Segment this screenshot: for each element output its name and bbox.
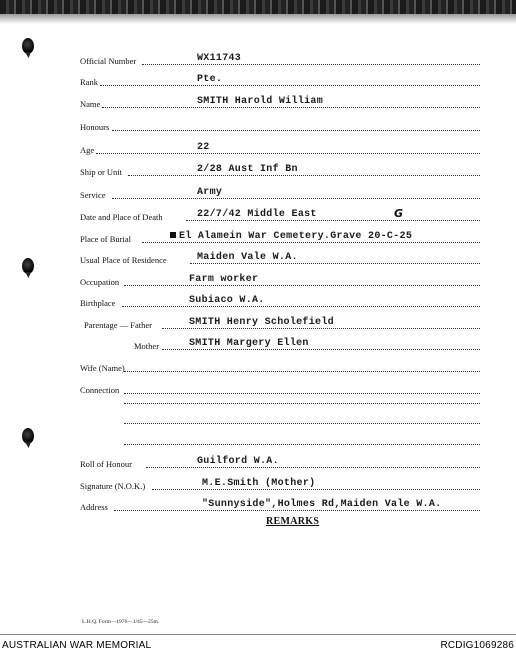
remarks-heading: REMARKS <box>266 516 320 527</box>
father-row <box>0 311 516 331</box>
punch-hole-bottom <box>22 428 34 444</box>
age-label: Age <box>80 145 95 155</box>
rank-row <box>0 68 516 88</box>
rank-value: Pte. <box>197 74 223 85</box>
service-label: Service <box>80 190 106 200</box>
service-row <box>0 181 516 201</box>
birthplace-label: Birthplace <box>80 298 116 308</box>
residence-value: Maiden Vale W.A. <box>197 252 298 263</box>
age-line <box>96 153 480 154</box>
burial-line <box>142 242 480 243</box>
connection-line-2 <box>124 403 480 404</box>
burial-row <box>0 225 516 245</box>
residence-row <box>0 246 516 266</box>
death-line <box>186 220 480 221</box>
connection-line-3 <box>124 423 480 424</box>
rank-label: Rank <box>80 77 98 87</box>
unit-row <box>0 158 516 178</box>
address-label: Address <box>80 502 108 512</box>
father-label: Parentage — Father <box>84 320 152 330</box>
footer-record-id: RCDIG1069286 <box>440 640 514 651</box>
roll-of-honour-value: Guilford W.A. <box>197 456 279 467</box>
birthplace-row <box>0 289 516 309</box>
signature-row <box>0 472 516 492</box>
address-line <box>114 510 480 511</box>
connection-row <box>0 376 516 396</box>
burial-value <box>170 231 412 242</box>
official-number-value: WX11743 <box>197 53 242 64</box>
service-value: Army <box>197 187 223 198</box>
father-line <box>162 328 480 329</box>
mother-label: Mother <box>134 341 160 351</box>
roll-of-honour-line <box>146 467 480 468</box>
residence-line <box>190 263 480 264</box>
death-value: 22/7/42 Middle East <box>197 209 317 220</box>
burial-label: Place of Burial <box>80 234 131 244</box>
ink-blot <box>170 232 176 238</box>
roll-of-honour-label: Roll of Honour <box>80 459 132 469</box>
father-value: SMITH Henry Scholefield <box>189 317 334 328</box>
name-line <box>102 107 480 108</box>
roll-of-honour-row <box>0 450 516 470</box>
address-value: "Sunnyside",Holmes Rd,Maiden Vale W.A. <box>202 499 442 510</box>
age-value: 22 <box>197 142 210 153</box>
birthplace-value: Subiaco W.A. <box>189 295 265 306</box>
scan-top-shadow <box>0 14 516 24</box>
address-row <box>0 493 516 513</box>
service-line <box>112 198 480 199</box>
name-row <box>0 90 516 110</box>
mother-row <box>0 332 516 352</box>
wife-label: Wife (Name) <box>80 363 125 373</box>
unit-label: Ship or Unit <box>80 167 123 177</box>
age-row <box>0 136 516 156</box>
honours-label: Honours <box>80 122 110 132</box>
burial-text: El Alamein War Cemetery.Grave 20-C-25 <box>179 231 413 242</box>
unit-line <box>128 175 480 176</box>
wife-line <box>124 371 480 372</box>
connection-line <box>124 393 480 394</box>
rank-line <box>100 85 480 86</box>
name-label: Name <box>80 99 101 109</box>
death-label: Date and Place of Death <box>80 212 163 222</box>
mother-line <box>162 349 480 350</box>
unit-value: 2/28 Aust Inf Bn <box>197 164 298 175</box>
residence-label: Usual Place of Residence <box>80 255 167 265</box>
wife-row <box>0 354 516 374</box>
official-number-label: Official Number <box>80 56 137 66</box>
connection-label: Connection <box>80 385 120 395</box>
signature-value: M.E.Smith (Mother) <box>202 478 316 489</box>
signature-label: Signature (N.O.K.) <box>80 481 146 491</box>
form-code: L.H.Q. Form—1976—1/45—25m. <box>82 619 160 625</box>
mother-value: SMITH Margery Ellen <box>189 338 309 349</box>
occupation-line <box>124 285 480 286</box>
honours-row <box>0 113 516 133</box>
footer-institution: AUSTRALIAN WAR MEMORIAL <box>2 640 152 651</box>
occupation-row <box>0 268 516 288</box>
signature-line <box>152 489 480 490</box>
honours-line <box>112 130 480 131</box>
official-number-row <box>0 47 516 67</box>
official-number-line <box>142 64 480 65</box>
scan-top-edge <box>0 0 516 14</box>
occupation-label: Occupation <box>80 277 120 287</box>
death-row <box>0 203 516 223</box>
name-value: SMITH Harold William <box>197 96 324 107</box>
burial-correction: G <box>394 207 404 220</box>
connection-line-4 <box>124 444 480 445</box>
birthplace-line <box>122 306 480 307</box>
occupation-value: Farm worker <box>189 274 259 285</box>
